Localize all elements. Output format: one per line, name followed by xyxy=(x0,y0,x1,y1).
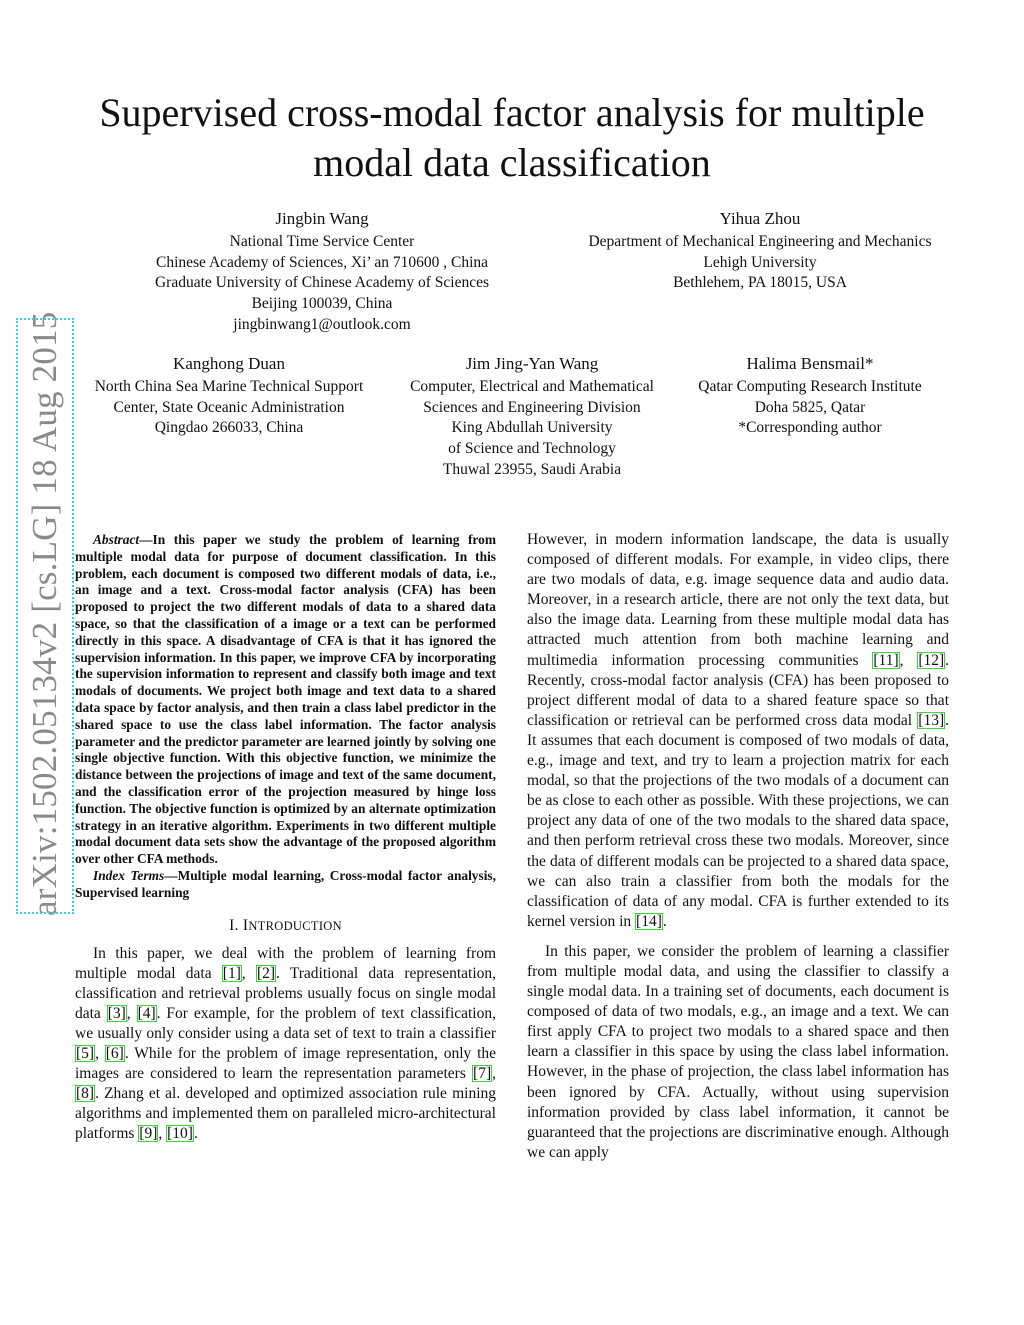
intro-paragraph-1: In this paper, we deal with the problem of learning from multiple modal data [1], [2]. Traditional data representation, classification and retrieval problems usually focus on single modal data [3], [4]. For example, for the problem of text classification, we usually only consider using a data set of text to train a classifier [5], [6]. While for the problem of image representation, only the images are considered to learn the representation parameters [7], [8]. Zhang et al. developed and optimized association rule mining algorithms and implemented them on paralleled micro-architectural platforms [9], [10]. xyxy=(75,944,497,1143)
affiliation-line: Chinese Academy of Sciences, Xi’ an 710600 , China xyxy=(155,253,489,271)
affiliation-line: Qingdao 266033, China xyxy=(154,419,304,437)
citation-link[interactable]: [3] xyxy=(107,1004,126,1022)
author-block-yihua-zhou xyxy=(560,208,960,294)
corresponding-author-note: *Corresponding author xyxy=(738,419,882,437)
citation-link[interactable]: [7] xyxy=(473,1065,492,1083)
author-name: Yihua Zhou xyxy=(719,209,801,228)
affiliation-line: Lehigh University xyxy=(703,253,817,271)
affiliation-line: Beijing 100039, China xyxy=(251,295,393,313)
affiliation-line: Computer, Electrical and Mathematical xyxy=(410,378,654,395)
index-terms xyxy=(75,868,496,902)
citation-link[interactable]: [11] xyxy=(873,651,899,669)
author-name: Jingbin Wang xyxy=(275,209,369,228)
affiliation-line: Thuwal 23955, Saudi Arabia xyxy=(442,460,622,478)
abstract-label: Abstract xyxy=(93,532,140,547)
affiliation-line: Doha 5825, Qatar xyxy=(754,398,866,416)
citation-link[interactable]: [2] xyxy=(256,964,276,982)
citation-link[interactable]: [5] xyxy=(76,1045,95,1063)
title-line-1: Supervised cross-modal factor analysis for multiple xyxy=(99,90,925,135)
author-name: Kanghong Duan xyxy=(173,354,285,373)
index-terms-label: Index Terms xyxy=(93,867,165,883)
author-block-jim-wang xyxy=(392,353,672,481)
body-paragraph-2: In this paper, we consider the problem of learning a classifier from multiple modal data, and using the classifier to classify a single modal data. In a training set of documents, each document is composed of data of two modals, e.g., an image and a text. We can first apply CFA to project two modals to a shared space and then learn a classifier in this space by using the class label information. However, in the phase of projection, the class label information has been ignored by CFA. Actually, without using supervision information provided by class label information, it cannot be guaranteed that the projections are discriminative enough. Although we can apply xyxy=(527,942,949,1161)
citation-link[interactable]: [10] xyxy=(167,1125,193,1143)
abstract-text: —In this paper we study the problem of learning from multiple modal data for purpose of document classification. In this problem, each document is composed two different modals of data, i.e., an image and a text. Cross-modal factor analysis (CFA) has been proposed to project the two different modals of data to a shared data space, so that the classification of a image or a text can be performed directly in this space. A disadvantage of CFA is that it has ignored the supervision information. In this paper, we improve CFA by incorporating the supervision information to represent and classify both image and text modals of documents. We project both image and text data to a shared data space by factor analysis, and then train a class label predictor in the shared space to use the class label information. The factor analysis parameter and the predictor parameter are learned jointly by solving one single objective function. With this objective function, we minimize the distance between the projections of image and text of the same document, and the classification error of the projection measured by hinge loss function. The objective function is optimized by an alternate optimization strategy in an iterative algorithm. Experiments in two different multiple modal document data sets show the advantage of the proposed algorithm over other CFA methods. xyxy=(75,532,496,867)
affiliation-line: Bethlehem, PA 18015, USA xyxy=(673,274,847,292)
author-block-halima-bensmail xyxy=(680,353,940,439)
body-paragraph-1: However, in modern information landscape, the data is usually composed of different modals. For example, in video clips, there are two modals of data, e.g. image sequence data and audio data. Moreover, in a research article, there are not only the text data, but also the image data. Learning from these multiple modal data has attracted much attention from both machine learning and multimedia information processing communities [11], [12]. Recently, cross-modal factor analysis (CFA) has been proposed to project different modal of data to a shared feature space so that classification or retrieval can be performed cross data modal [13]. It assumes that each document is composed of two modals of data, e.g., image and text, and try to learn a projection matrix for each modal, so that the projections of the two modals of a document can be as close to each other as possible. With these projections, we can project any data of one of the two modals to the shared data space, and then perform retrieval cross these two modals. Moreover, since the data of different modals can be projected to a shared data space, we can also train a classifier from both the modals for the classification of data of any modal. CFA is further extended to its kernel version in [14]. xyxy=(527,531,950,930)
right-column xyxy=(527,530,949,1163)
left-column xyxy=(75,532,496,1145)
citation-link[interactable]: [14] xyxy=(636,912,662,930)
affiliation-line: Center, State Oceanic Administration xyxy=(113,398,345,416)
author-email: jingbinwang1@outlook.com xyxy=(233,315,411,333)
index-terms-text: —Multiple modal learning, Cross-modal factor analysis, Supervised learning xyxy=(75,867,496,900)
citation-link[interactable]: [12] xyxy=(918,651,945,669)
citation-link[interactable]: [6] xyxy=(105,1045,124,1063)
citation-link[interactable]: [4] xyxy=(137,1004,156,1022)
affiliation-line: Sciences and Engineering Division xyxy=(423,398,641,416)
affiliation-line: Qatar Computing Research Institute xyxy=(698,378,922,395)
abstract xyxy=(75,532,496,868)
affiliation-line: of Science and Technology xyxy=(448,440,616,458)
citation-link[interactable]: [1] xyxy=(222,964,241,982)
paper-title xyxy=(60,88,964,188)
affiliation-line: King Abdullah University xyxy=(451,419,613,437)
author-block-kanghong-duan xyxy=(74,353,384,439)
citation-link[interactable]: [8] xyxy=(76,1085,95,1103)
affiliation-line: North China Sea Marine Technical Support xyxy=(94,378,364,395)
author-name: Jim Jing-Yan Wang xyxy=(465,354,599,373)
citation-link[interactable]: [9] xyxy=(139,1125,158,1143)
affiliation-line: National Time Service Center xyxy=(229,233,415,250)
author-block-jingbin-wang xyxy=(120,208,524,336)
section-heading-introduction: I. INTRODUCTION xyxy=(229,916,342,934)
affiliation-line: Graduate University of Chinese Academy of Sciences xyxy=(154,274,489,292)
citation-link[interactable]: [13] xyxy=(918,711,945,729)
title-line-2: modal data classification xyxy=(313,140,711,185)
affiliation-line: Department of Mechanical Engineering and Mechanics xyxy=(588,233,932,250)
arxiv-stamp: arXiv:1502.05134v2 [cs.LG] 18 Aug 2015 xyxy=(14,316,76,916)
author-name: Halima Bensmail* xyxy=(746,354,874,373)
